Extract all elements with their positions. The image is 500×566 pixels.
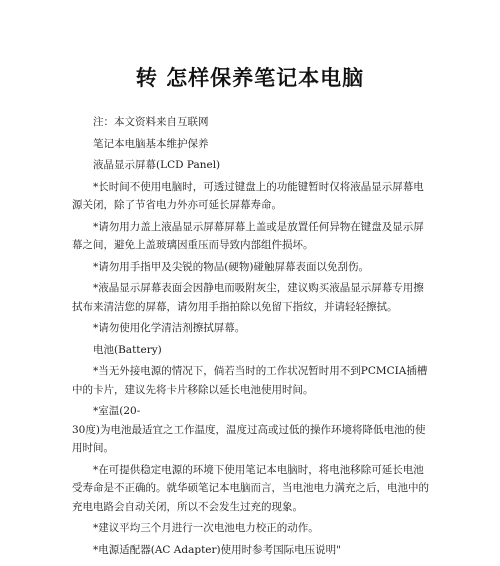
paragraph-lcd-tip-5: *请勿使用化学清洁剂擦拭屏幕。 (93, 322, 246, 334)
document-title: 转 怎样保养笔记本电脑 (135, 65, 365, 90)
paragraph-battery-tip-1: *当无外接电源的情况下，倘若当时的工作状况暂时用不到PCMCIA插槽中的卡片，建议先将卡片移除以延长电池使用时间。 (72, 365, 428, 396)
paragraph-battery-tip-4: *建议平均三个月进行一次电池电力校正的动作。 (93, 522, 319, 534)
document-body (72, 113, 432, 562)
paragraph-battery-tip-2: *室温(20- 30度)为电池最适宜之工作温度，温度过高或过低的操作环境将降低电池的使用时间。 (72, 405, 426, 454)
paragraph-lcd-tip-4: *液晶显示屏幕表面会因静电而吸附灰尘，建议购买液晶显示屏幕专用擦拭布来清洁您的屏幕，请勿用手指拍除以免留下指纹，并请轻轻擦拭。 (72, 282, 424, 313)
paragraph-lcd-heading: 液晶显示屏幕(LCD Panel) (93, 159, 221, 171)
paragraph-battery-heading: 电池(Battery) (93, 343, 162, 356)
paragraph-section-heading: 笔记本电脑基本维护保养 (93, 137, 209, 150)
paragraph-source-note: 注：本文资料来自互联网 (93, 116, 209, 128)
paragraph-battery-tip-3: *在可提供稳定电源的环境下使用笔记本电脑时，将电池移除可延长电池受寿命是不正确的。就华硕笔记本电脑而言，当电池电力满充之后，电池中的充电电路会自动关闭，所以不会发生过充的现象。 (72, 463, 429, 513)
paragraph-lcd-tip-3: *请勿用手指甲及尖锐的物品(硬物)碰触屏幕表面以免刮伤。 (93, 260, 369, 273)
paragraph-adapter-tip: *电源适配器(AC Adapter)使用时参考国际电压说明" (93, 543, 341, 556)
paragraph-lcd-tip-2: *请勿用力盖上液晶显示屏幕屏幕上盖或是放置任何异物在键盘及显示屏幕之间，避免上盖玻璃因重压而导致内部组件损坏。 (72, 220, 424, 251)
paragraph-lcd-tip-1: *长时间不使用电脑时，可透过键盘上的功能键暂时仅将液晶显示屏幕电源关闭，除了节省电力外亦可延长屏幕寿命。 (72, 180, 424, 211)
